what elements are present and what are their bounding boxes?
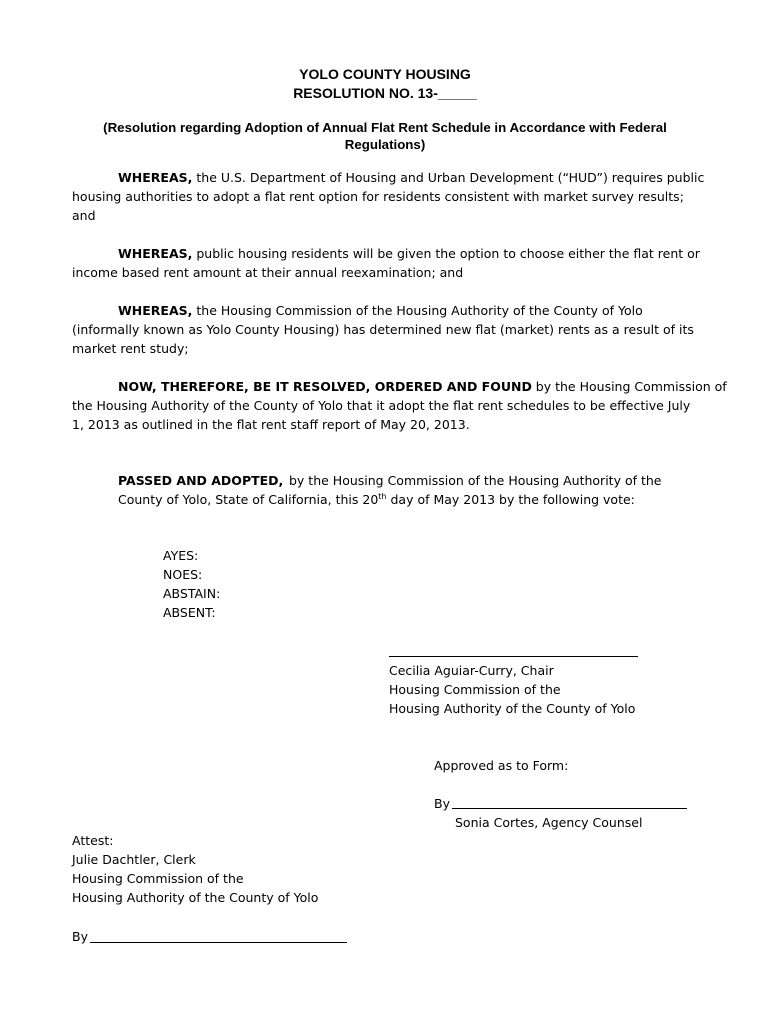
whereas-lead: WHEREAS, (118, 170, 193, 185)
whereas-text: income based rent amount at their annual reexamination; and (72, 265, 464, 280)
chair-title: Housing Commission of the (389, 682, 561, 697)
resolution-number: RESOLUTION NO. 13-_____ (293, 85, 477, 101)
passed-adopted-lead: PASSED AND ADOPTED, (118, 473, 284, 488)
subtitle-line-1: (Resolution regarding Adoption of Annual Flat Rent Schedule in Accordance with Federal (103, 120, 667, 135)
attest-label: Attest: (72, 833, 114, 848)
resolved-text: by the Housing Commission of (531, 379, 727, 394)
approved-by-label: By (434, 796, 450, 811)
whereas-text: market rent study; (72, 341, 189, 356)
chair-signature-line[interactable] (389, 656, 638, 657)
whereas-text: the U.S. Department of Housing and Urban Development (“HUD”) requires public (192, 170, 705, 185)
whereas-text: housing authorities to adopt a flat rent option for residents consistent with market survey results; (72, 189, 684, 204)
counsel-signature-line[interactable] (452, 808, 687, 809)
vote-absent: ABSENT: (163, 605, 216, 620)
passed-adopted-text: County of Yolo, State of California, this 20th day of May 2013 by the following vote: (118, 492, 635, 507)
vote-noes: NOES: (163, 567, 203, 582)
whereas-paragraph-2 (72, 244, 700, 282)
vote-abstain: ABSTAIN: (163, 586, 221, 601)
counsel-name: Sonia Cortes, Agency Counsel (455, 815, 643, 830)
whereas-text: public housing residents will be given the option to choose either the flat rent or (192, 246, 700, 261)
whereas-paragraph-1 (72, 168, 705, 225)
attest-by-label: By (72, 929, 88, 944)
resolved-text: 1, 2013 as outlined in the flat rent staff report of May 20, 2013. (72, 417, 470, 432)
clerk-organization: Housing Authority of the County of Yolo (72, 890, 319, 905)
vote-ayes: AYES: (163, 548, 199, 563)
whereas-paragraph-3 (72, 301, 700, 358)
chair-name: Cecilia Aguiar-Curry, Chair (389, 663, 554, 678)
chair-organization: Housing Authority of the County of Yolo (389, 701, 636, 716)
clerk-name: Julie Dachtler, Clerk (72, 852, 196, 867)
whereas-text: (informally known as Yolo County Housing) has determined new flat (market) rents as a result of its (72, 322, 694, 337)
whereas-text: the Housing Commission of the Housing Authority of the County of Yolo (192, 303, 643, 318)
whereas-lead: WHEREAS, (118, 303, 193, 318)
subtitle-line-2: Regulations) (344, 137, 426, 152)
resolved-text: the Housing Authority of the County of Yolo that it adopt the flat rent schedules to be effective July (72, 398, 691, 413)
document-title: YOLO COUNTY HOUSING (299, 66, 471, 82)
clerk-signature-line[interactable] (90, 942, 347, 943)
whereas-text: and (72, 208, 96, 223)
approved-as-to-form-label: Approved as to Form: (434, 758, 569, 773)
ordinal-suffix: th (378, 492, 387, 501)
clerk-title: Housing Commission of the (72, 871, 244, 886)
passed-adopted-text: by the Housing Commission of the Housing Authority of the (289, 473, 662, 488)
whereas-lead: WHEREAS, (118, 246, 193, 261)
resolved-paragraph (72, 377, 727, 434)
resolved-lead: NOW, THEREFORE, BE IT RESOLVED, ORDERED AND FOUND (118, 379, 532, 394)
